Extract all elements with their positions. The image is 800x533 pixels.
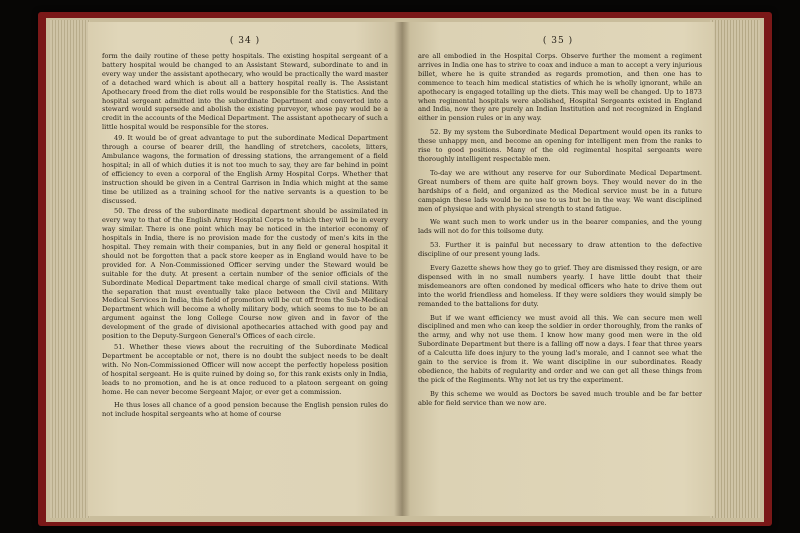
- paragraph: form the daily routine of these petty hospitals. The existing hospital sergeant of a battery hospital would be changed to an Assistant Steward, subordinate to and in every way under the assistant apothecary, who would be practically the ward master of a detached ward which is about all a battery hospital really is. The Assistant Apothecary freed from the diet rolls would be responsible for the Statistics. And the hospital sergeant admitted into the subordinate Department and converted into a steward would supersede and abolish the existing purveyor, whose pay would be a credit in the accounts of the Medical Department. The assistant apothecary of such a little hospital would be responsible for the stores.: [102, 52, 388, 132]
- paragraph: He thus loses all chance of a good pension because the English pension rules do not include hospital sergeants who at home of course: [102, 401, 388, 419]
- right-page-text: [402, 52, 714, 408]
- paragraph: We want such men to work under us in the bearer companies, and the young lads will not do for this toilsome duty.: [418, 218, 702, 236]
- paragraph-51: 51. Whether these views about the recruiting of the Subordinate Medical Department be acceptable or not, there is no doubt the subject needs to be dealt with. No Non-Commissioned Officer will now accept the perfectly hopeless position of hospital sergeant. He is quite ruined by doing so, for this rank exists only in India, leads to no promotion, and he is at once reduced to a platoon sergeant on going home. He can never become Sergeant Major, or ever get a commission.: [102, 343, 388, 396]
- left-page-text: [88, 52, 402, 419]
- paragraph: are all embodied in the Hospital Corps. Observe further the moment a regiment arrives in India one has to strive to coax and induce a man to accept a very injurious billet, where he is quite stranded as regards promotion, and then one has to commence to teach him medical statistics of which he is wholly ignorant, while an apothecary is engaged totalling up the diets. This may well be changed. Up to 1873 when regimental hospitals were abolished, Hospital Sergeants existed in England and India, now they are purely an Indian Institution and not recognized in England either in pension rules or in any way.: [418, 52, 702, 123]
- left-page-number: ( 34 ): [229, 36, 261, 46]
- paragraph-49: 49. It would be of great advantage to put the subordinate Medical Department through a course of bearer drill, the handling of stretchers, cacolets, litters, Ambulance wagons, the formation of dressing stations, the arrangement of a field hospital; in all of which duties it is not too much to say, they are far behind in point of efficiency to even a corporal of the English Army Hospital Corps. Whether that instruction should be given in a Central Garrison in India which might at the same time be utilized as a training school for the native servants is a question to be discussed.: [102, 134, 388, 205]
- left-page-edges: [50, 20, 90, 518]
- paragraph: To-day we are without any reserve for our Subordinate Medical Department. Great numbers of them are quite half grown boys. They would never do in the hardships of a field, and organized as the Medical service must be in a future campaign these lads would be no use to us but be in the way. We want disciplined men of physique and with physical strength to stand fatigue.: [418, 168, 702, 213]
- paragraph: By this scheme we would as Doctors be saved much trouble and be far better able for field service than we now are.: [418, 389, 702, 407]
- right-page-edges: [710, 20, 760, 518]
- paragraph-53: 53. Further it is painful but necessary to draw attention to the defective discipline of our present young lads.: [418, 241, 702, 259]
- paragraph-50: 50. The dress of the subordinate medical department should be assimilated in every way to that of the English Army Hospital Corps to which they will be in every way similar. There is one point which may be noticed in the interior economy of hospitals in India, there is no provision made for the custody of men's kits in the hospital. They remain with their companies, but in any field or general hospital it should not be forgotten that a pack store keeper as in England would have to be provided for. A Non-Commissioned Officer serving under the Steward would be suitable for the duty. At present a certain number of the senior officials of the Subordinate Medical Department take medical charge of small civil stations. With the separation that must eventually take place between the Civil and Military Medical Services in India, this field of promotion will be cut off from the Sub-Medical Department which will become a wholly military body, which seems to me to be an argument against the long College Course now given and in favor of the development of the grade of divisional apothecaries attached with good pay and position to the Deputy-Surgeon General's Offices of each circle.: [102, 207, 388, 341]
- paragraph: But if we want efficiency we must avoid all this. We can secure men well disciplined and men who can keep the soldier in order thoroughly, from the ranks of the army, and why not use them. I know how many good men were in the old Subordinate Department but there is a falling off now a days. I fear that three years of a Calcutta life does injury to the young lad's morale, and I cannot see what the gain to the service is from it. We want discipline in our subordinates. Ready obedience, the habits of regularity and order and we can get all these things from the pick of the Regiments. Why not let us try the experiment.: [418, 313, 702, 384]
- paragraph-52: 52. By my system the Subordinate Medical Department would open its ranks to these unhappy men, and become an opening for intelligent men from the ranks to rise to good positions. Many of the old regimental hospital sergeants were thoroughly intelligent respectable men.: [418, 128, 702, 163]
- left-page: [88, 22, 402, 516]
- book-gutter: [394, 22, 410, 516]
- right-page: [402, 22, 714, 516]
- right-page-number: ( 35 ): [542, 36, 574, 46]
- paragraph: Every Gazette shews how they go to grief. They are dismissed they resign, or are dispensed with in no small numbers yearly. I have little doubt that their misdemeanors are often condoned by medical officers who hate to drive them out into the world friendless and homeless. If they were soldiers they would simply be remanded to the battalions for duty.: [418, 264, 702, 308]
